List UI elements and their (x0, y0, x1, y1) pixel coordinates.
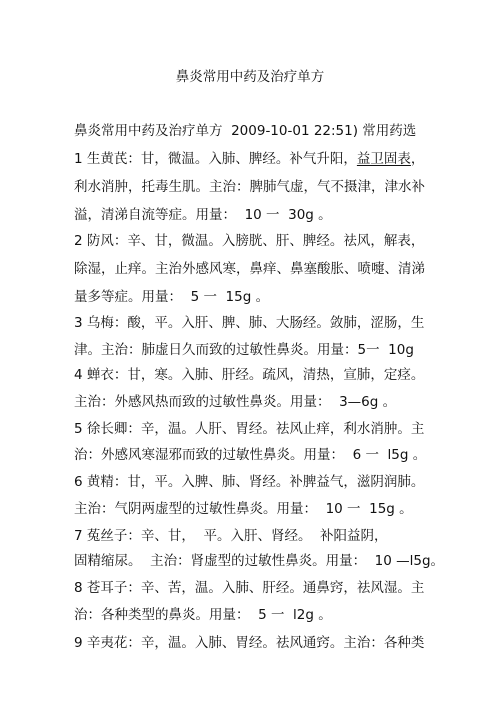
entry-4-line-1: 4 蝉衣：甘，寒。入肺、肝经。疏风，清热，宣肺，定痉。 (74, 367, 425, 383)
entry-1-underlined-text: 益卫固表 (356, 151, 411, 167)
document-title: 鼻炎常用中药及治疗单方 (175, 69, 325, 85)
entry-2-line-3: 量多等症。用量： 5 一 15g 。 (74, 289, 270, 305)
entry-1-line-2: 利水消肿，托毒生肌。主治：脾肺气虚，气不摄津，津水补 (74, 179, 425, 195)
entry-8-line-2: 治：各种类型的鼻炎。用量： 5 一 l2g 。 (74, 607, 332, 623)
entry-1-line-1-text: 1 生黄芪：甘，微温。入肺、脾经。补气升阳， (74, 151, 357, 167)
entry-5-line-1: 5 徐长卿：辛，温。人肝、胃经。祛风止痒，利水消肿。主 (74, 421, 425, 437)
entry-8-line-1: 8 苍耳子：辛、苦，温。入肺、肝经。通鼻窍，祛风湿。主 (74, 580, 425, 596)
entry-6-line-1: 6 黄精：甘，平。入脾、肺、肾经。补脾益气，滋阴润肺。 (74, 474, 425, 490)
entry-7-line-2: 固精缩尿。 主治：肾虚型的过敏性鼻炎。用量： 10 —l5g。 (74, 553, 445, 569)
entry-3-line-1: 3 乌梅：酸，平。入肝、脾、肺、大肠经。敛肺，涩肠，生 (74, 315, 425, 331)
entry-2-line-1: 2 防风：辛、甘，微温。入膀胱、肝、脾经。祛风，解表， (74, 233, 425, 249)
entry-4-line-2: 主治：外感风热而致的过敏性鼻炎。用量： 3—6g 。 (74, 394, 397, 410)
entry-3-line-2: 津。主治：肺虚日久而致的过敏性鼻炎。用量：5一 10g (74, 342, 414, 358)
entry-1-line-1 (74, 150, 424, 168)
entry-6-line-2: 主治：气阴两虚型的过敏性鼻炎。用量： 10 一 15g 。 (74, 501, 413, 517)
entry-1-line-3: 溢，清涕自流等症。用量： 10 一 30g 。 (74, 207, 332, 223)
entry-7-line-1: 7 菟丝子：辛、甘， 平。入肝、肾经。 补阳益阴， (74, 528, 388, 544)
document-header-line: 鼻炎常用中药及治疗单方 2009-10-01 22:51) 常用药选 (74, 123, 417, 139)
entry-5-line-2: 治：外感风寒湿邪而致的过敏性鼻炎。用量： 6 一 l5g 。 (74, 447, 427, 463)
entry-1-line-1-trail: ， (410, 151, 425, 167)
entry-2-line-2: 除湿，止痒。主治外感风寒，鼻痒、鼻塞酸胀、喷嚏、清涕 (74, 261, 425, 277)
entry-9-line-1: 9 辛夷花：辛，温。入肺、胃经。祛风通窍。主治：各种类 (74, 635, 425, 651)
